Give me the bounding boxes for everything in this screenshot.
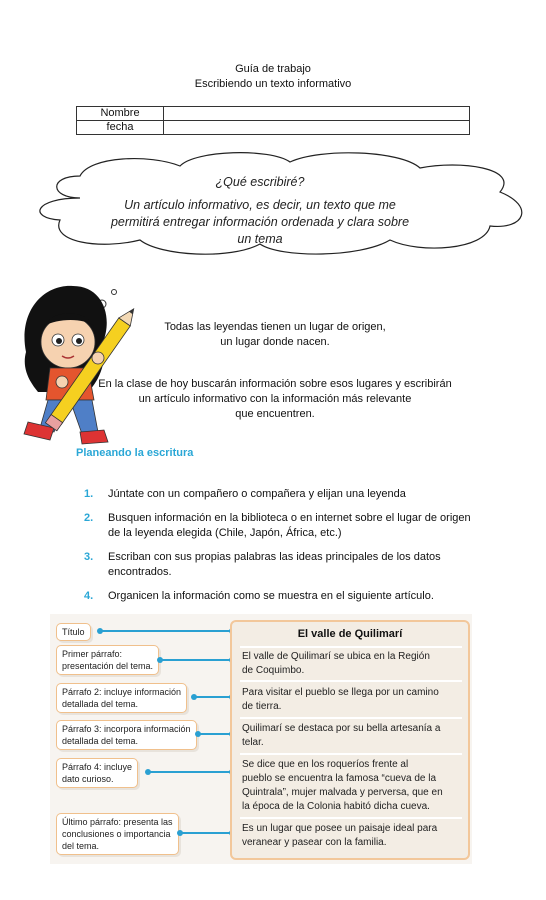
step-number: 4. xyxy=(84,590,94,602)
name-label: Nombre xyxy=(77,107,164,121)
intro-p2-line2: un artículo informativo con la información más relevante xyxy=(138,393,412,405)
connector-line xyxy=(100,630,232,632)
connector-line xyxy=(194,696,232,698)
step-text: Organicen la información como se muestra en el siguiente artículo. xyxy=(108,590,434,602)
step-number: 1. xyxy=(84,488,94,500)
step-text: Busquen información en la biblioteca o en internet sobre el lugar de origen xyxy=(108,512,471,524)
cloud-line-3: un tema xyxy=(237,232,283,246)
label-title: Título xyxy=(56,623,91,641)
intro-p2-line3: que encuentren. xyxy=(235,408,315,420)
divider xyxy=(240,753,462,755)
cloud-line-1: Un artículo informativo, es decir, un texto que me xyxy=(124,198,396,212)
worksheet-subtitle: Escribiendo un texto informativo xyxy=(194,78,352,90)
connector-line xyxy=(148,771,232,773)
step-number: 3. xyxy=(84,551,94,563)
step-text-cont: de la leyenda elegida (Chile, Japón, África, etc.) xyxy=(108,527,342,539)
student-info-table xyxy=(76,106,470,135)
article-title: El valle de Quilimarí xyxy=(297,628,403,640)
intro-p1-line1: Todas las leyendas tienen un lugar de origen, xyxy=(164,321,386,333)
label-paragraph-4: Párrafo 4: incluye dato curioso. xyxy=(56,758,138,788)
section-heading-planning: Planeando la escritura xyxy=(76,447,194,459)
date-row xyxy=(77,121,470,135)
worksheet-title: Guía de trabajo xyxy=(235,63,311,75)
cloud-line-2: permitirá entregar información ordenada y clara sobre xyxy=(110,215,410,229)
divider xyxy=(240,817,462,819)
step-item xyxy=(84,550,474,582)
step-number: 2. xyxy=(84,512,94,524)
article-paragraph-2: Para visitar el pueblo se llega por un camino de tierra. xyxy=(242,687,439,712)
article-paragraph-1: El valle de Quilimarí se ubica en la Región de Coquimbo. xyxy=(242,651,430,676)
label-first-paragraph: Primer párrafo: presentación del tema. xyxy=(56,645,159,675)
sample-article xyxy=(230,620,470,860)
label-paragraph-2: Párrafo 2: incluye información detallada del tema. xyxy=(56,683,187,713)
date-field[interactable] xyxy=(164,121,470,135)
cloud-question: ¿Qué escribiré? xyxy=(215,175,305,189)
label-last-paragraph: Último párrafo: presenta las conclusiones o importancia del tema. xyxy=(56,813,179,855)
girl-with-pencil-illustration xyxy=(18,282,168,452)
name-row xyxy=(77,107,470,121)
step-text: Escriban con sus propias palabras las ideas principales de los datos xyxy=(108,551,441,563)
connector-line xyxy=(180,832,232,834)
article-paragraph-3: Quilimarí se destaca por su bella artesanía a telar. xyxy=(242,723,441,748)
name-field[interactable] xyxy=(164,107,470,121)
connector-line xyxy=(198,733,232,735)
step-text-cont: encontrados. xyxy=(108,566,172,578)
article-paragraph-5: Es un lugar que posee un paisaje ideal para veranear y pasear con la familia. xyxy=(242,823,438,848)
step-item xyxy=(84,589,474,605)
intro-p1-line2: un lugar donde nacen. xyxy=(220,336,330,348)
step-item xyxy=(84,487,474,503)
divider xyxy=(240,680,462,682)
step-item xyxy=(84,511,474,543)
divider xyxy=(240,717,462,719)
label-paragraph-3: Párrafo 3: incorpora información detallada del tema. xyxy=(56,720,197,750)
date-label: fecha xyxy=(77,121,164,135)
connector-line xyxy=(160,659,232,661)
step-text: Júntate con un compañero o compañera y elijan una leyenda xyxy=(108,488,406,500)
article-paragraph-4: Se dice que en los roqueríos frente al pueblo se encuentra la famosa “cueva de la Quintrala”, mujer malvada y perversa, que en la época de la Colonia habitó dicha cueva. xyxy=(242,759,443,812)
divider xyxy=(240,646,462,648)
intro-p2-line1: En la clase de hoy buscarán información sobre esos lugares y escribirán xyxy=(98,378,452,390)
